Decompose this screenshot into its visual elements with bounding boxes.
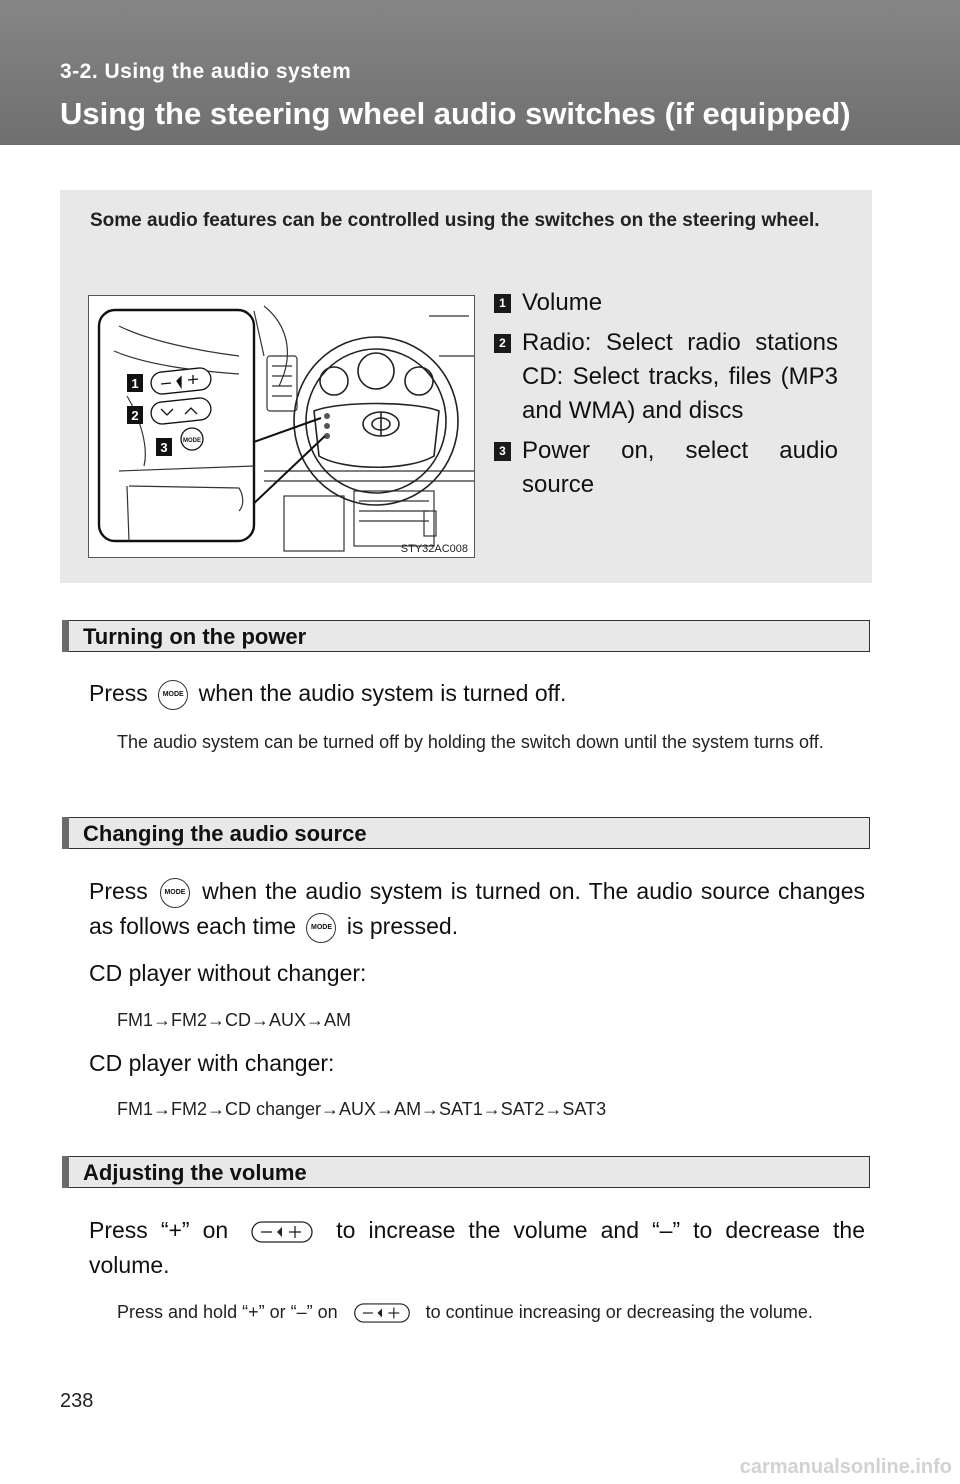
intro-text: Some audio features can be controlled using the switches on the steering wheel.: [90, 210, 820, 231]
section-heading-volume: [62, 1156, 870, 1188]
steering-wheel-figure: [88, 295, 475, 558]
section-heading-text: Adjusting the volume: [83, 1160, 307, 1185]
callout-legend: [494, 286, 838, 508]
legend-text: Power on, select audio source: [522, 437, 838, 498]
instruction-text: when the audio system is turned off.: [198, 680, 567, 706]
instruction-text: when the audio system is turned on. The audio source changes as follows each time: [89, 878, 865, 939]
instruction-text: to increase the volume and “–” to decrease the volume.: [89, 1217, 865, 1278]
volume-switch-icon: [251, 1221, 313, 1243]
svg-text:3: 3: [160, 440, 168, 455]
section-heading-power: [62, 620, 870, 652]
svg-text:1: 1: [131, 376, 139, 391]
note-text: to continue increasing or decreasing the volume.: [425, 1302, 813, 1322]
number-badge: 3: [494, 442, 511, 461]
legend-text: Volume: [522, 289, 603, 316]
legend-item-power: [494, 434, 838, 502]
figure-code: STY32AC008: [400, 543, 468, 555]
with-changer-label: CD player with changer:: [89, 1050, 335, 1076]
without-changer-label: CD player without changer:: [89, 960, 367, 986]
mode-switch-icon: MODE: [160, 878, 190, 908]
instruction-text: Press “+” on: [89, 1217, 229, 1243]
section-heading-text: Turning on the power: [83, 624, 307, 649]
section-heading-source: [62, 817, 870, 849]
without-changer-sequence: FM1→FM2→CD→AUX→AM: [117, 1010, 352, 1030]
volume-note: [117, 1297, 865, 1327]
power-note: The audio system can be turned off by holding the switch down until the system turns off.: [117, 732, 824, 752]
intro-box: [60, 190, 872, 583]
instruction-text: Press: [89, 878, 148, 904]
source-instruction: [89, 874, 865, 944]
instruction-text: is pressed.: [346, 913, 459, 939]
legend-item-volume: [494, 286, 838, 320]
svg-text:2: 2: [131, 408, 139, 423]
page-header: [0, 0, 960, 145]
number-badge: 1: [494, 294, 511, 313]
instruction-text: Press: [89, 680, 148, 706]
legend-text: Radio: Select radio stations CD: Select tracks, files (MP3 and WMA) and discs: [522, 329, 838, 424]
note-text: Press and hold “+” or “–” on: [117, 1302, 338, 1322]
volume-instruction: [89, 1213, 865, 1283]
steering-wheel-illustration: [89, 296, 474, 557]
page-title: Using the steering wheel audio switches (if equipped): [60, 96, 851, 131]
mode-switch-icon: MODE: [158, 680, 188, 710]
section-label: 3-2. Using the audio system: [60, 60, 352, 83]
power-instruction: [89, 676, 865, 711]
watermark: carmanualsonline.info: [739, 1456, 952, 1478]
legend-item-radio-cd: [494, 326, 838, 428]
number-badge: 2: [494, 334, 511, 353]
with-changer-sequence: FM1→FM2→CD changer→AUX→AM→SAT1→SAT2→SAT3: [117, 1099, 607, 1119]
volume-switch-icon: [353, 1303, 411, 1323]
svg-text:MODE: MODE: [183, 438, 201, 444]
page-number: 238: [60, 1390, 94, 1412]
section-heading-text: Changing the audio source: [83, 821, 367, 846]
mode-switch-icon: MODE: [306, 913, 336, 943]
